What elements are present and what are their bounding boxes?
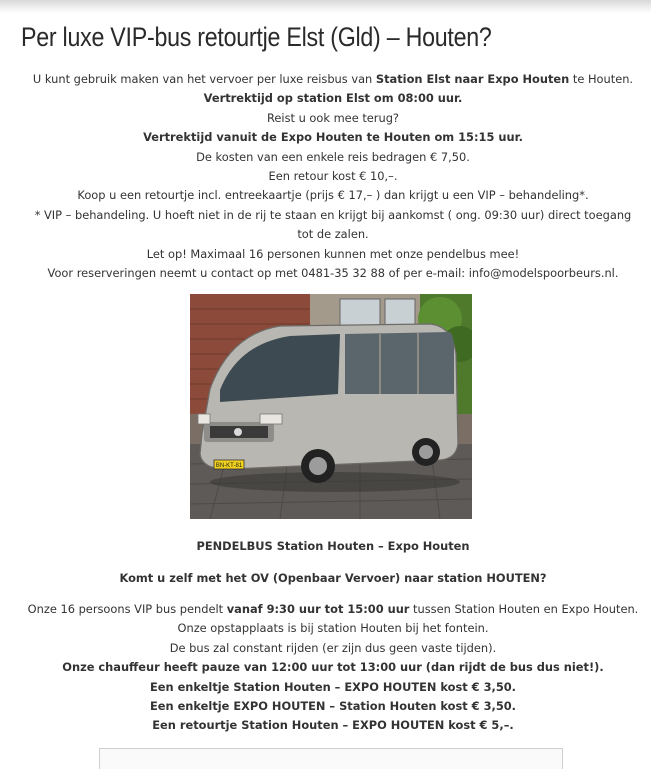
next-content-box — [99, 748, 563, 769]
bus-caption: PENDELBUS Station Houten – Expo Houten — [196, 539, 470, 553]
license-plate: BN-KT-81 — [215, 463, 243, 469]
intro-text — [18, 70, 648, 283]
intro-line-return-price: Een retour kost € 10,–. — [268, 169, 398, 184]
details-line-price-return: Een retourtje Station Houten – EXPO HOUTEN kost € 5,–. — [152, 718, 514, 733]
details-line-pickup: Onze opstapplaats is bij station Houten bij het fontein. — [177, 621, 489, 636]
page-title: Per luxe VIP-bus retourtje Elst (Gld) – Houten? — [21, 22, 492, 52]
details-text — [18, 600, 648, 736]
bus-photo — [190, 294, 472, 519]
intro-line-vip-offer: Koop u een retourtje incl. entreekaartje (prijs € 17,– ) dan krijgt u een VIP – behandeling*. — [77, 188, 589, 203]
intro-line-return-question: Reist u ook mee terug? — [267, 110, 399, 125]
intro-line-departure-houten: Vertrektijd vanuit de Expo Houten te Houten om 15:15 uur. — [143, 130, 523, 145]
details-line-constant: De bus zal constant rijden (er zijn dus geen vaste tijden). — [169, 640, 497, 655]
ov-question: Komt u zelf met het OV (Openbaar Vervoer) naar station HOUTEN? — [119, 571, 547, 585]
top-shadow-bar — [0, 0, 651, 14]
details-line-break: Onze chauffeur heeft pauze van 12:00 uur tot 13:00 uur (dan rijdt de bus dus niet!). — [62, 660, 604, 675]
intro-line-departure-elst: Vertrektijd op station Elst om 08:00 uur. — [203, 91, 463, 106]
details-line-schedule: Onze 16 persoons VIP bus pendelt vanaf 9:30 uur tot 15:00 uur tussen Station Houten en Expo Houten. — [27, 602, 639, 616]
bus-illustration — [190, 294, 472, 519]
intro-line-max-persons: Let op! Maximaal 16 personen kunnen met onze pendelbus mee! — [146, 246, 520, 261]
details-line-price-single-2: Een enkeltje EXPO HOUTEN – Station Houten kost € 3,50. — [150, 699, 516, 714]
intro-line-route: U kunt gebruik maken van het vervoer per luxe reisbus van Station Elst naar Expo Houten te Houten. — [32, 72, 634, 86]
intro-line-reservations: Voor reserveringen neemt u contact op met 0481-35 32 88 of per e-mail: info@modelspoorbeurs.nl. — [47, 266, 619, 281]
intro-line-single-price: De kosten van een enkele reis bedragen € 7,50. — [196, 149, 470, 164]
details-line-price-single-1: Een enkeltje Station Houten – EXPO HOUTEN kost € 3,50. — [150, 679, 516, 694]
intro-line-vip-note-cont: tot de zalen. — [297, 227, 369, 242]
intro-line-vip-note: * VIP – behandeling. U hoeft niet in de rij te staan en krijgt bij aankomst ( ong. 09:30 uur) direct toegang — [34, 207, 632, 222]
